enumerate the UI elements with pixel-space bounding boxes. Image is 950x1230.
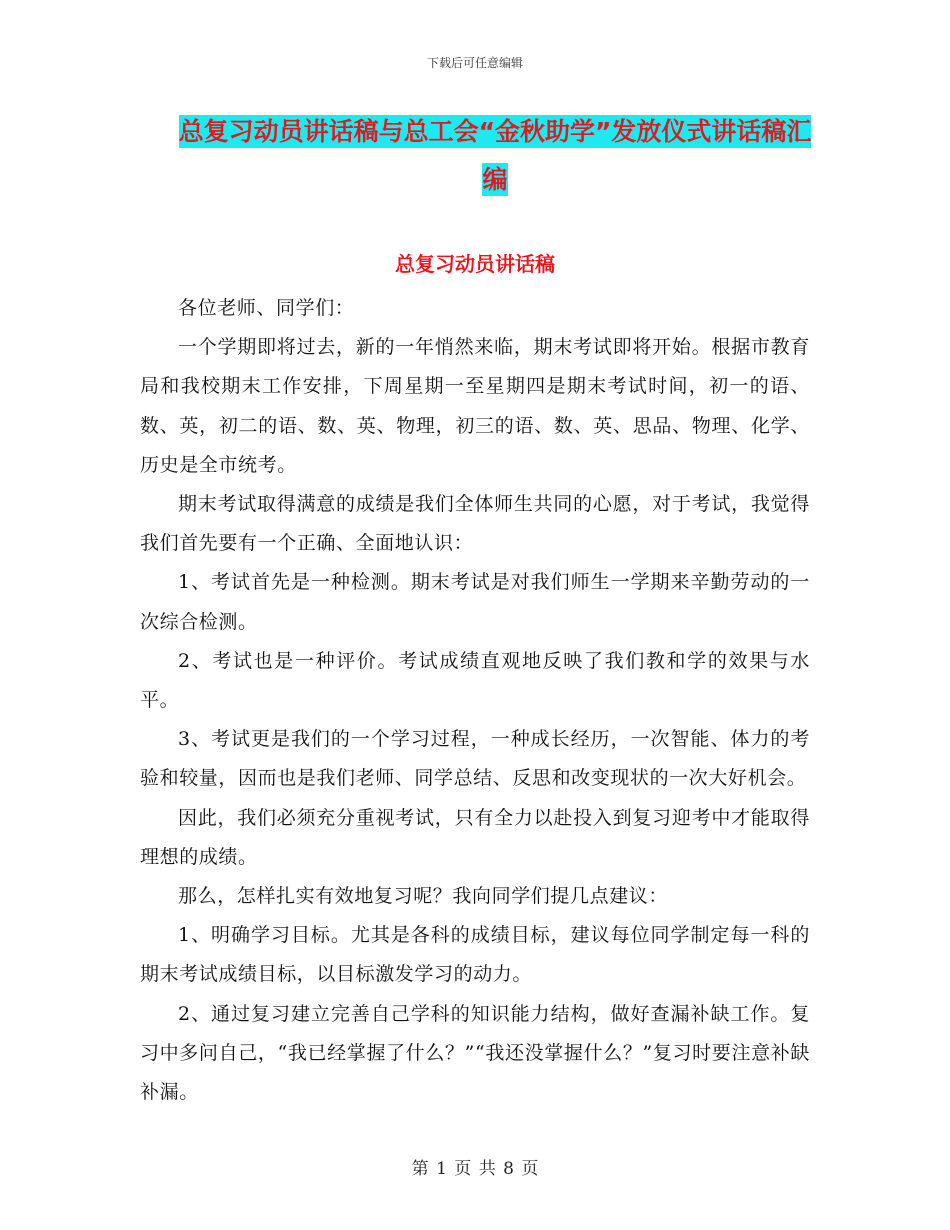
document-body: [140, 289, 810, 1112]
paragraph: 因此，我们必须充分重视考试，只有全力以赴投入到复习迎考中才能取得理想的成绩。: [140, 806, 810, 868]
paragraph: 期末考试取得满意的成绩是我们全体师生共同的心愿，对于考试，我觉得我们首先要有一个正确、全面地认识：: [140, 493, 810, 555]
paragraph-list-item: 3、考试更是我们的一个学习过程，一种成长经历，一次智能、体力的考验和较量，因而也是我们老师、同学总结、反思和改变现状的一次大好机会。: [140, 728, 810, 790]
paragraph-list-item: 2、考试也是一种评价。考试成绩直观地反映了我们教和学的效果与水平。: [140, 649, 810, 712]
paragraph-salutation: 各位老师、同学们：: [178, 297, 355, 319]
paragraph: 一个学期即将过去，新的一年悄然来临，期末考试即将开始。根据市教育局和我校期末工作安排，下周星期一至星期四是期末考试时间，初一的语、数、英，初二的语、数、英、物理，初三的语、数、英、思品、物理、化学、历史是全市统考。: [140, 336, 810, 476]
page-header-note: 下载后可任意编辑: [426, 56, 523, 70]
paragraph: 那么，怎样扎实有效地复习呢？我向同学们提几点建议：: [178, 885, 669, 908]
document-title-text: 总复习动员讲话稿与总工会“金秋助学”发放仪式讲话稿汇编: [178, 117, 812, 194]
paragraph-list-item: 1、明确学习目标。尤其是各科的成绩目标，建议每位同学制定每一科的期末考试成绩目标，以目标激发学习的动力。: [140, 924, 810, 986]
paragraph-list-item: 2、通过复习建立完善自己学科的知识能力结构，做好查漏补缺工作。复习中多问自己，“我已经掌握了什么？”“我还没掌握什么？”复习时要注意补缺补漏。: [140, 1002, 810, 1104]
paragraph-list-item: 1、考试首先是一种检测。期末考试是对我们师生一学期来辛勤劳动的一次综合检测。: [140, 571, 810, 633]
section-title: 总复习动员讲话稿: [395, 252, 555, 276]
document-title: [170, 108, 820, 204]
page-number-footer: 第 1 页 共 8 页: [411, 1159, 539, 1179]
